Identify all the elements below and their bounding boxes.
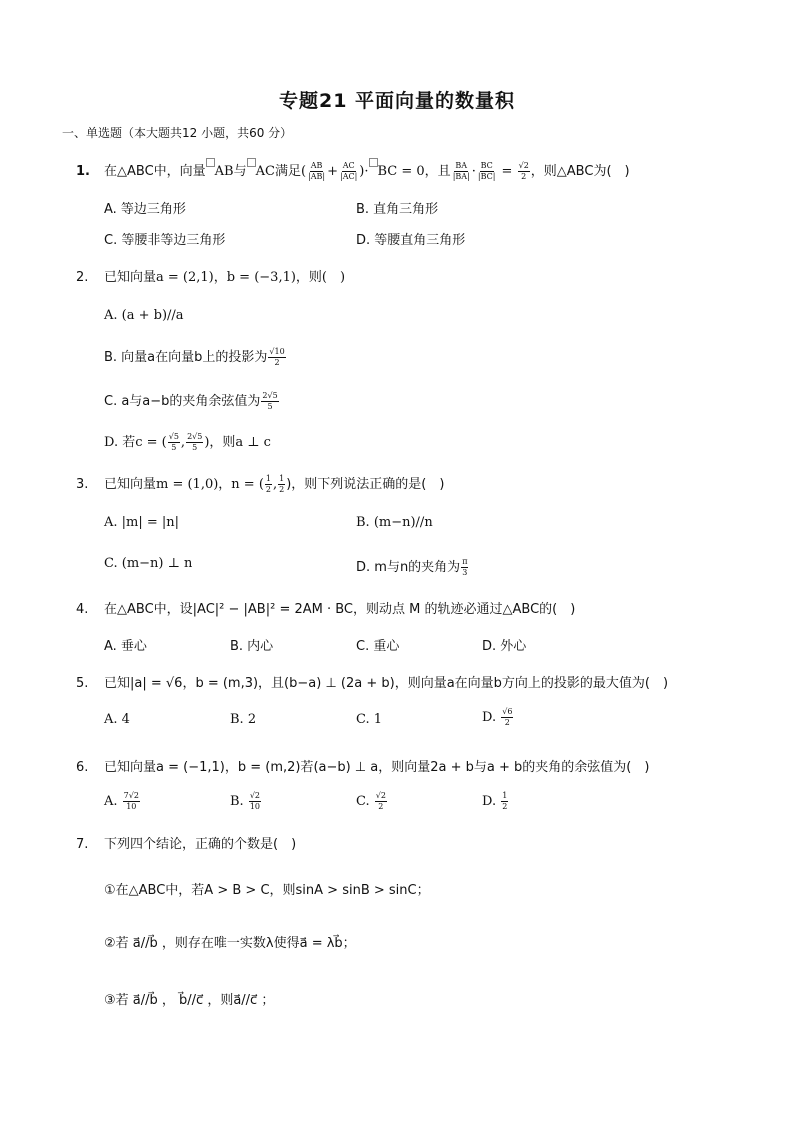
question-7: 7. 下列四个结论，正确的个数是( ) [76,837,297,852]
fraction: $\frac{BC}{|BC|}$ [477,161,496,181]
option-a[interactable]: A. 4 [104,712,130,727]
option-c[interactable]: C. 等腰非等边三角形 [104,233,226,248]
option-c[interactable]: C. $\frac{√2}{2}$ [356,791,386,811]
question-1: 1. 在△ABC中，向量 AB与 AC满足( $\frac{AB}{|AB|}$ + $\frac{AC}{|AC|}$ )· BC = 0，且 $\frac{BA}{|BA|}$ · $\frac{BC}{|BC|}$ = $\frac{√2}{2}$ ，则△ABC为( ) [76,160,630,181]
option-a[interactable]: A. (a + b)//a [104,308,184,323]
statement-1: ①在△ABC中，若A > B > C，则sinA > sinB > sinC； [104,883,430,898]
option-d[interactable]: D. 外心 [482,639,527,654]
option-d[interactable]: D. m与n的夹角为 $\frac{\pi}{3}$ [356,557,468,577]
statement-2: ②若 a⃗//b⃗ ，则存在唯一实数λ使得a⃗ = λb⃗； [104,936,356,951]
question-number: 3. [76,477,89,492]
option-d[interactable]: D. 若c = ( $\frac{√5}{5}$ , $\frac{2√5}{5}$ )，则a ⊥ c [104,432,271,452]
question-number: 4. [76,602,89,617]
statement-3: ③若 a⃗//b⃗ ， b⃗//c⃗ ，则a⃗//c⃗ ； [104,993,275,1008]
fraction: $\frac{AC}{|AC|}$ [340,161,358,181]
option-a[interactable]: A. $\frac{7√2}{10}$ [104,791,139,811]
fraction: $\frac{AB}{|AB|}$ [308,161,326,181]
question-number: 7. [76,837,89,852]
question-2: 2. 已知向量a = (2,1)，b = (−3,1)，则( ) [76,270,346,285]
option-b[interactable]: B. 直角三角形 [356,202,439,217]
question-number: 1. [76,164,90,179]
question-5: 5. 已知|a| = √6，b = (m,3)，且(b−a) ⊥ (2a + b)，则向量a在向量b方向上的投影的最大值为( ) [76,676,669,691]
section-heading: 一、单选题（本大题共12 小题，共60 分） [62,126,293,140]
option-a[interactable]: A. 垂心 [104,639,147,654]
fraction: $\frac{BA}{|BA|}$ [452,161,470,181]
option-d[interactable]: D. 等腰直角三角形 [356,233,466,248]
question-number: 5. [76,676,89,691]
option-b[interactable]: B. $\frac{√2}{10}$ [230,791,261,811]
question-4: 4. 在△ABC中，设|AC|² − |AB|² = 2AM · BC，则动点 M 的轨迹必通过△ABC的( ) [76,602,576,617]
option-d[interactable]: D. $\frac{1}{2}$ [482,791,508,811]
option-b[interactable]: B. 内心 [230,639,274,654]
question-number: 2. [76,270,89,285]
option-d[interactable]: D. $\frac{√6}{2}$ [482,707,513,727]
option-b[interactable]: B. 2 [230,712,257,727]
option-a[interactable]: A. 等边三角形 [104,202,186,217]
option-c[interactable]: C. 重心 [356,639,400,654]
option-c[interactable]: C. 1 [356,712,383,727]
option-b[interactable]: B. (m−n)//n [356,515,433,530]
question-6: 6. 已知向量a = (−1,1)，b = (m,2)若(a−b) ⊥ a，则向量2a + b与a + b的夹角的余弦值为( ) [76,760,650,775]
question-3: 3. 已知向量m = (1,0)，n = ( $\frac{1}{2}$ , $\frac{1}{2}$ )，则下列说法正确的是( ) [76,474,445,494]
fraction: $\frac{√2}{2}$ [518,161,529,181]
option-a[interactable]: A. |m| = |n| [104,515,180,530]
option-c[interactable]: C. (m−n) ⊥ n [104,556,193,571]
option-b[interactable]: B. 向量a在向量b上的投影为 $\frac{√10}{2}$ [104,347,285,367]
question-number: 6. [76,760,89,775]
option-c[interactable]: C. a与a−b的夹角余弦值为 $\frac{2√5}{5}$ [104,391,278,411]
page-title: 专题21 平面向量的数量积 [278,90,516,112]
